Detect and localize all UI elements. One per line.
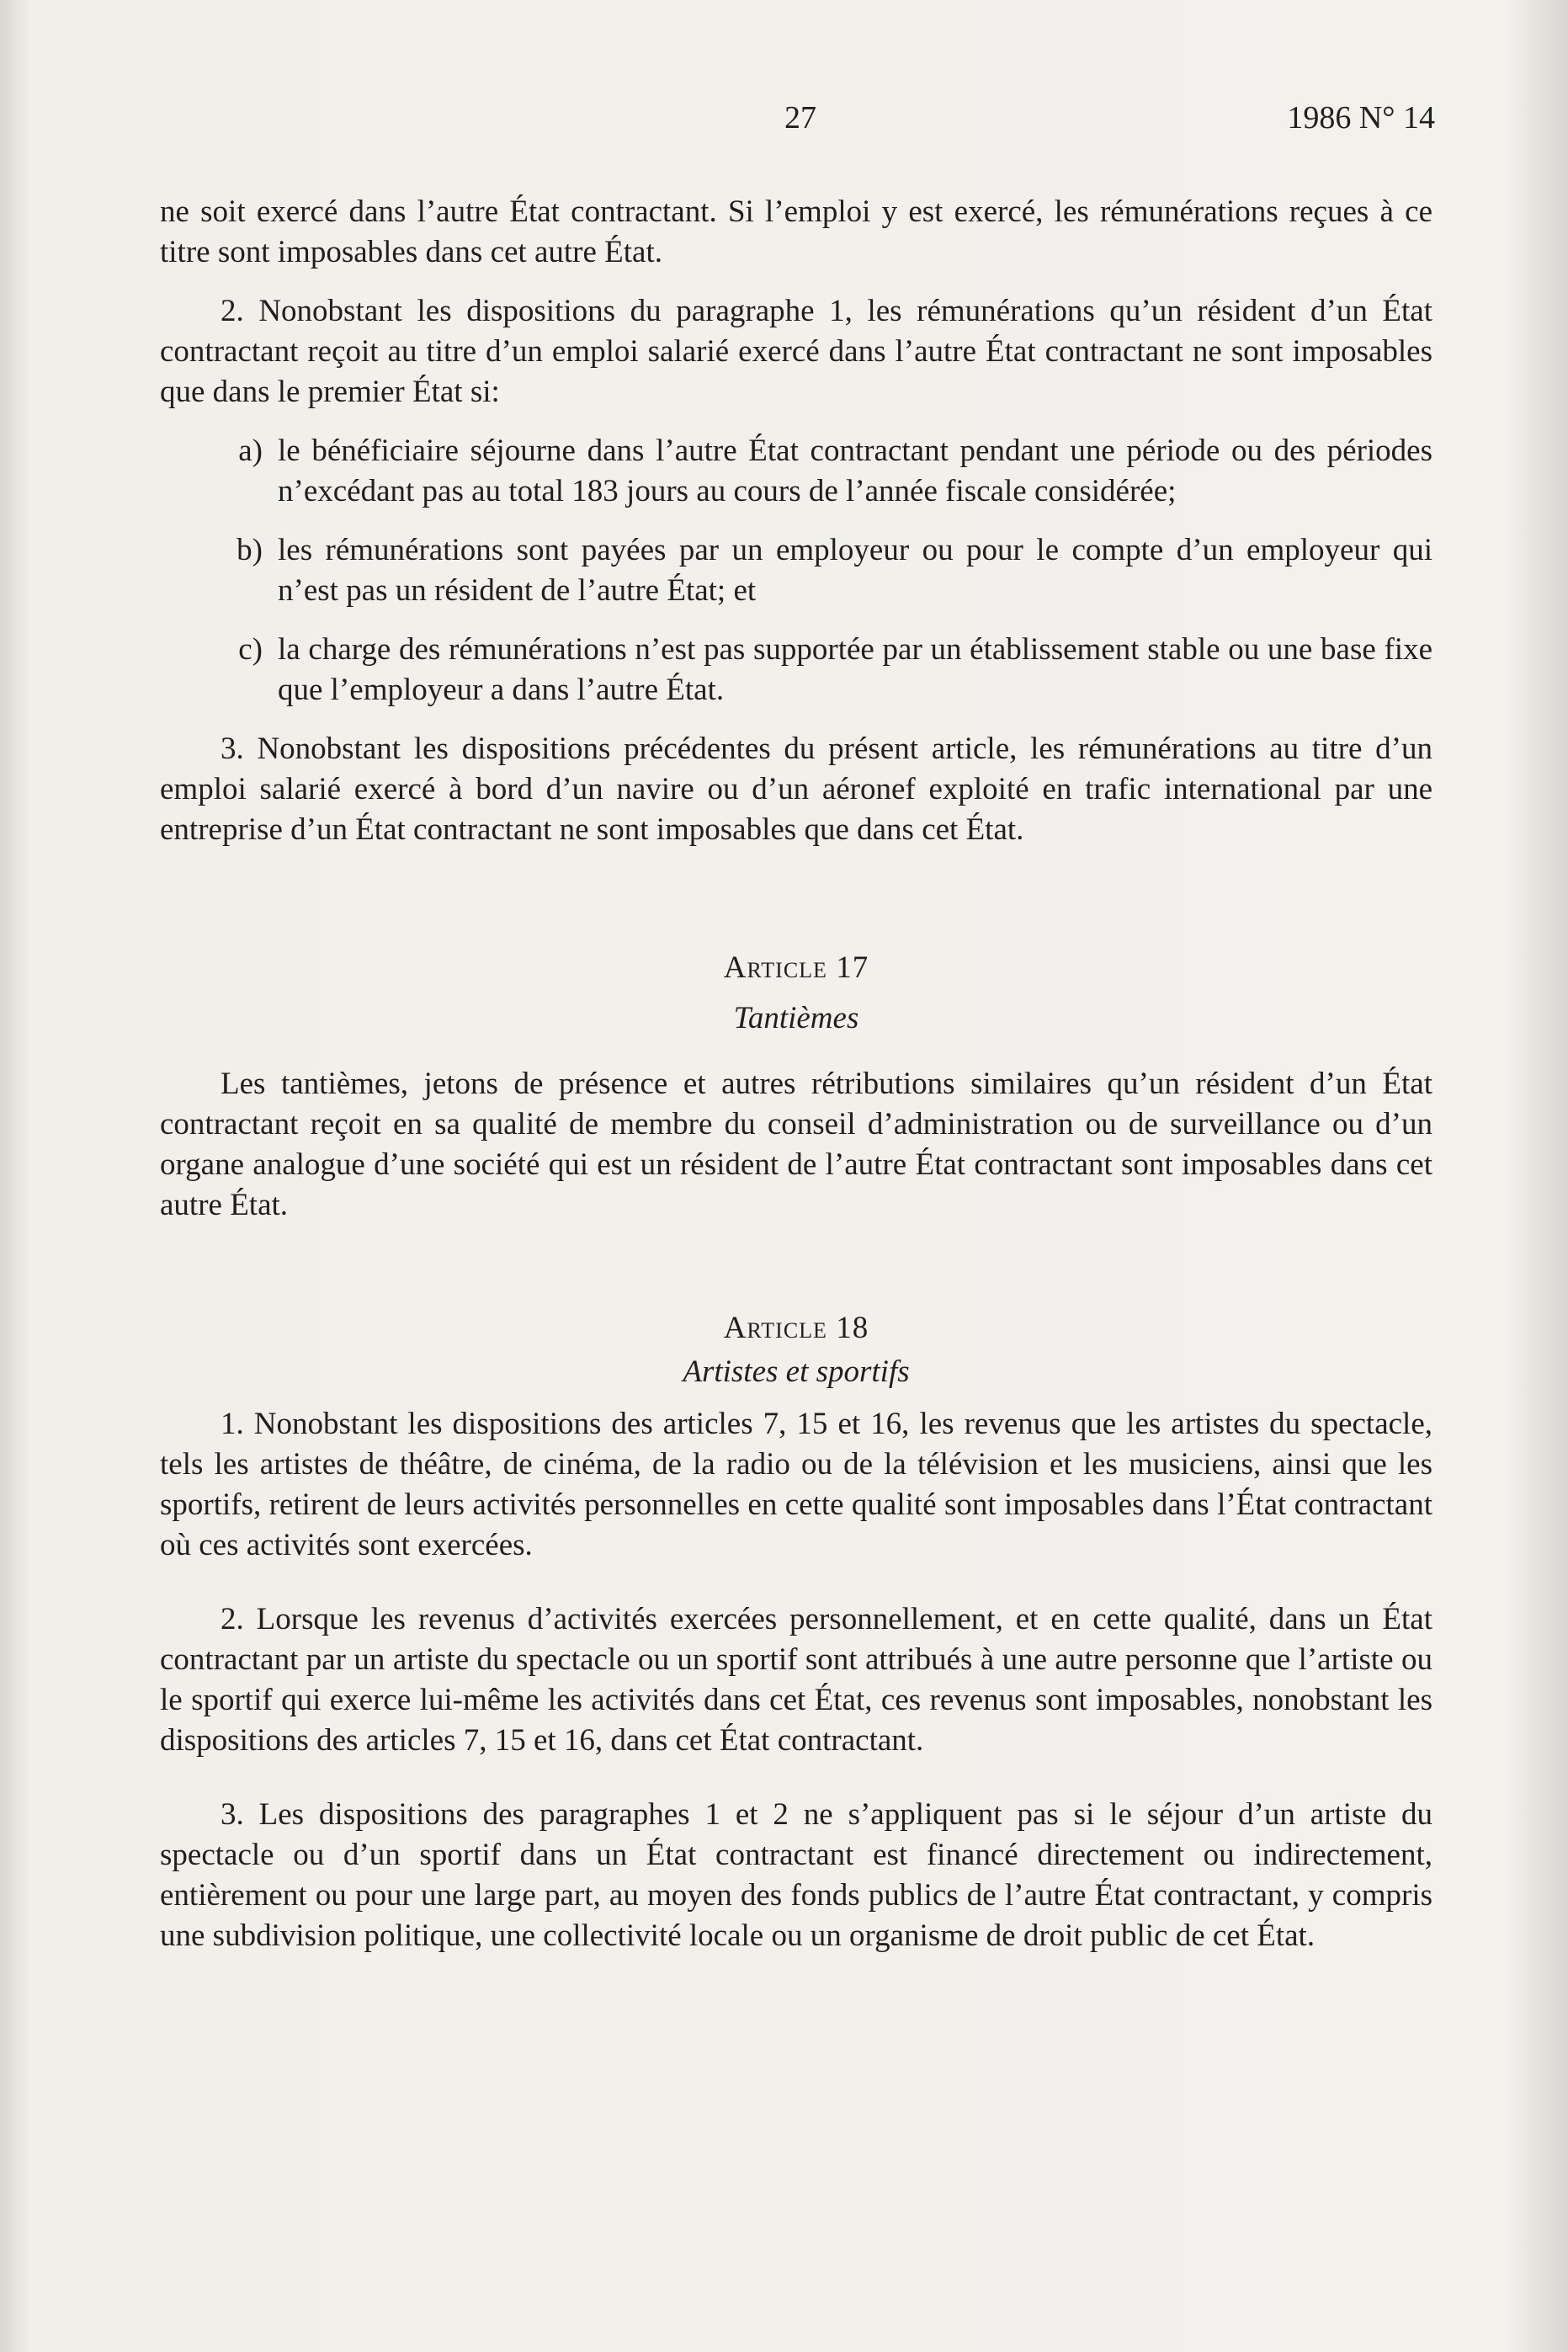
list-item-label: b) [237, 533, 263, 567]
article-18-heading: Article 18 [723, 1311, 869, 1345]
list-item-text: la charge des rémunérations n’est pas supportée par un établissement stable ou une base fixe que l’employeur a dans l’autre État. [278, 632, 1432, 707]
article-18-subtitle: Artistes et sportifs [683, 1354, 910, 1389]
list-item-text: le bénéficiaire séjourne dans l’autre État contractant pendant une période ou des périodes n’excédant pas au total 183 jours au cours de l’année fiscale considérée; [278, 434, 1432, 508]
article-17-heading: Article 17 [723, 950, 869, 985]
document-reference: 1986 N° 14 [1287, 100, 1435, 136]
paragraph-continuation: ne soit exercé dans l’autre État contractant. Si l’emploi y est exercé, les rémunérations reçues à ce titre sont imposables dans cet autre État. [160, 194, 1432, 269]
list-item [160, 630, 1432, 710]
document-body [160, 192, 1432, 1975]
article-18-paragraph-1: 1. Nonobstant les dispositions des articles 7, 15 et 16, les revenus que les artistes du spectacle, tels les artistes de théâtre, de cinéma, de la radio ou de la télévision et les musiciens, ainsi que les sportifs, retirent de leurs activités personnelles en cette qualité sont imposables dans l’État contractant où ces activités sont exercées. [160, 1407, 1432, 1562]
paragraph-2-intro: 2. Nonobstant les dispositions du paragraphe 1, les rémunérations qu’un résident d’un État contractant reçoit au titre d’un emploi salarié exercé dans l’autre État contractant ne sont imposables que dans le premier État si: [160, 294, 1432, 409]
page-number: 27 [784, 100, 816, 136]
article-17-subtitle: Tantièmes [733, 1001, 859, 1035]
paragraph-3: 3. Nonobstant les dispositions précédentes du présent article, les rémunérations au titre d’un emploi salarié exercé à bord d’un navire ou d’un aéronef exploité en trafic international par une entreprise d’un État contractant ne sont imposables que dans cet État. [160, 732, 1432, 847]
list-item-label: c) [238, 632, 263, 667]
article-18-paragraph-3: 3. Les dispositions des paragraphes 1 et 2 ne s’appliquent pas si le séjour d’un artiste du spectacle ou d’un sportif dans un État contractant est financé directement ou indirectement, entièrement ou pour une large part, au moyen des fonds publics de l’autre État contractant, y compris une subdivision politique, une collectivité locale ou un organisme de droit public de cet État. [160, 1797, 1432, 1953]
list-item-label: a) [238, 434, 263, 468]
article-17-paragraph: Les tantièmes, jetons de présence et autres rétributions similaires qu’un résident d’un État contractant reçoit en sa qualité de membre du conseil d’administration ou de surveillance ou d’un organe analogue d’une société qui est un résident de l’autre État contractant sont imposables dans cet autre État. [160, 1067, 1432, 1222]
article-18-paragraph-2: 2. Lorsque les revenus d’activités exercées personnellement, et en cette qualité, dans un État contractant par un artiste du spectacle ou un sportif sont attribués à une autre personne que l’artiste ou le sportif qui exerce lui-même les activités dans cet État, ces revenus sont imposables, nonobstant les dispositions des articles 7, 15 et 16, dans cet État contractant. [160, 1602, 1432, 1758]
list-item [160, 530, 1432, 611]
list-item [160, 431, 1432, 512]
page-header [0, 99, 1568, 150]
list-item-text: les rémunérations sont payées par un employeur ou pour le compte d’un employeur qui n’est pas un résident de l’autre État; et [278, 533, 1432, 608]
